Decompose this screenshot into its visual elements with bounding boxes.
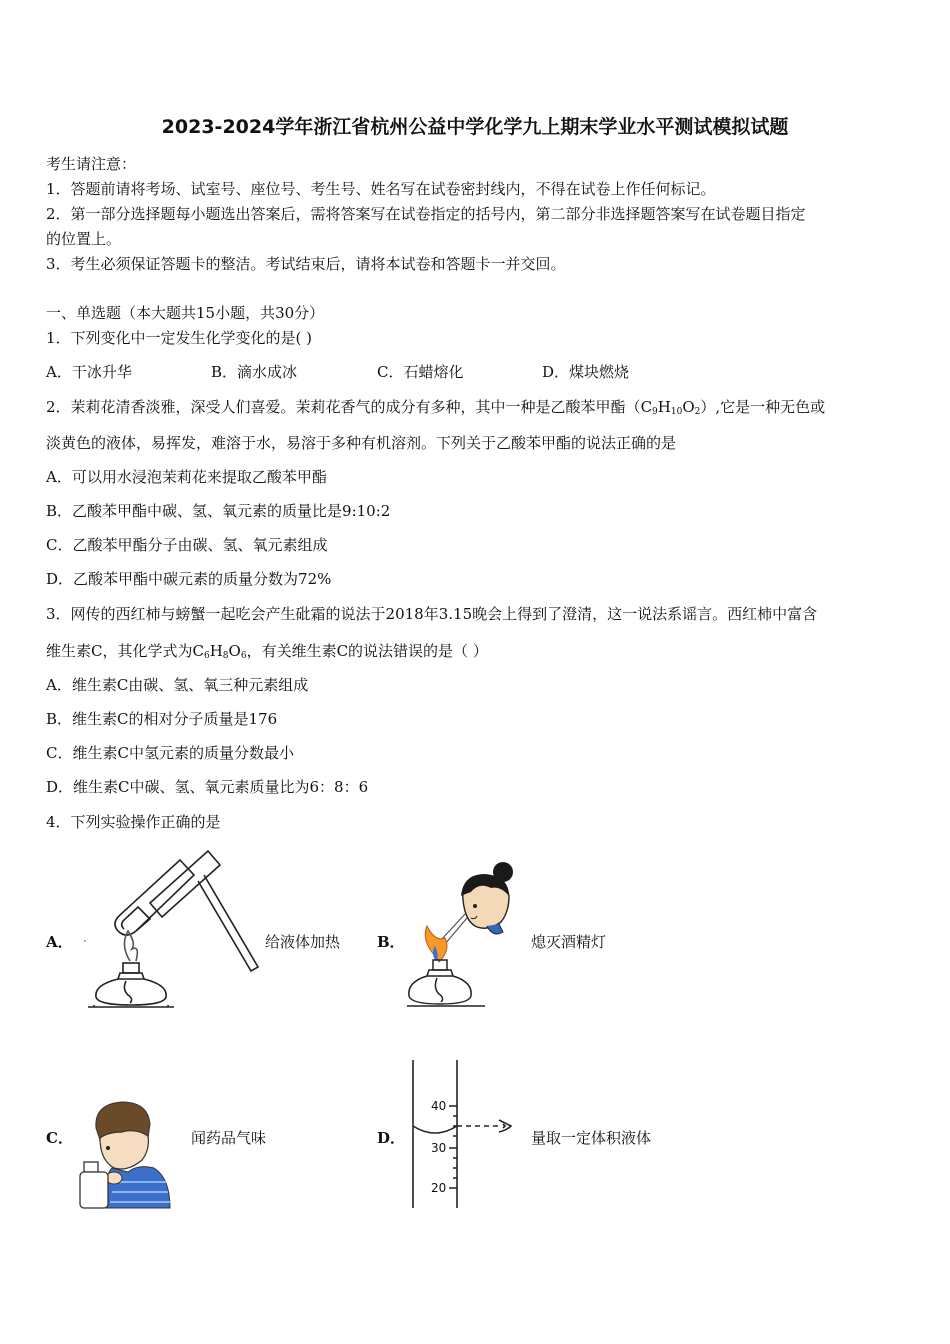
formula-c9h10o2: $C_9H_{10}O_2$ xyxy=(640,398,701,417)
cylinder-tick-label: 40 xyxy=(431,1099,447,1113)
extinguish-lamp-illustration xyxy=(405,852,530,1022)
notice-item: 2．第一部分选择题每小题选出答案后，需将答案写在试卷指定的括号内，第二部分非选择题答案写在试卷题目指定 xyxy=(46,205,806,223)
question-4-stem: 4．下列实验操作正确的是 xyxy=(46,813,221,831)
q4-option-d-letter: D． xyxy=(377,1129,406,1147)
cylinder-tick-label: 30 xyxy=(431,1141,447,1155)
cylinder-tick-label: 20 xyxy=(431,1181,447,1195)
q4-option-c-letter: C． xyxy=(46,1129,73,1147)
section-heading: 一、单选题（本大题共15小题，共30分） xyxy=(46,304,325,322)
formula-c6h8o6: $C_6H_8O_6$ xyxy=(192,642,247,661)
q2-option-d: D．乙酸苯甲酯中碳元素的质量分数为72% xyxy=(46,570,332,588)
question-2-stem-cont: 淡黄色的液体，易挥发，难溶于水，易溶于多种有机溶剂。下列关于乙酸苯甲酯的说法正确的是 xyxy=(46,434,677,452)
question-3-stem: 3．网传的西红柿与螃蟹一起吃会产生砒霜的说法于2018年3.15晚会上得到了澄清，这一说法系谣言。西红柿中富含 xyxy=(46,605,818,623)
q1-option-a: A．干冰升华 xyxy=(46,363,132,381)
q4-option-c-caption: 闻药品气味 xyxy=(191,1129,267,1147)
question-3-stem-cont: 维生素C，其化学式为$C_6H_8O_6$，有关维生素C的说法错误的是（ ） xyxy=(46,642,488,661)
notice-heading: 考生请注意： xyxy=(46,155,137,173)
notice-item: 1．答题前请将考场、试室号、座位号、考生号、姓名写在试卷密封线内，不得在试卷上作任何标记。 xyxy=(46,180,716,198)
q3-option-d: D．维生素C中碳、氢、氧元素质量比为6：8：6 xyxy=(46,778,369,796)
q4-option-d-caption: 量取一定体积液体 xyxy=(531,1129,652,1147)
notice-item: 的位置上。 xyxy=(46,230,122,248)
q4-option-a-letter: A． xyxy=(46,933,73,951)
heating-liquid-illustration xyxy=(80,845,265,1020)
q3-option-b: B．维生素C的相对分子质量是176 xyxy=(46,710,278,728)
q3-option-c: C．维生素C中氢元素的质量分数最小 xyxy=(46,744,294,762)
question-1-stem: 1．下列变化中一定发生化学变化的是( ) xyxy=(46,329,313,347)
question-2-stem: 2．茉莉花清香淡雅，深受人们喜爱。茉莉花香气的成分有多种，其中一种是乙酸苯甲酯$(C_9H_{10}O_2)$,它是一种无色或 xyxy=(46,398,826,417)
q1-option-c: C．石蜡熔化 xyxy=(377,363,464,381)
q4-option-b-letter: B． xyxy=(377,933,405,951)
page-title: 2023-2024学年浙江省杭州公益中学化学九上期末学业水平测试模拟试题 xyxy=(161,116,789,138)
notice-item: 3．考生必须保证答题卡的整洁。考试结束后，请将本试卷和答题卡一并交回。 xyxy=(46,255,566,273)
smell-chemical-illustration xyxy=(78,1098,173,1210)
q2-option-a: A．可以用水浸泡茉莉花来提取乙酸苯甲酯 xyxy=(46,468,327,486)
q1-option-b: B．滴水成冰 xyxy=(211,363,298,381)
q2-option-b: B．乙酸苯甲酯中碳、氢、氧元素的质量比是9:10:2 xyxy=(46,502,391,520)
measuring-cylinder-illustration xyxy=(405,1060,525,1210)
q3-option-a: A．维生素C由碳、氢、氧三种元素组成 xyxy=(46,676,309,694)
q4-option-a-caption: 给液体加热 xyxy=(265,933,341,951)
q1-option-d: D．煤块燃烧 xyxy=(542,363,630,381)
q2-option-c: C．乙酸苯甲酯分子由碳、氢、氧元素组成 xyxy=(46,536,328,554)
q4-option-b-caption: 熄灭酒精灯 xyxy=(531,933,607,951)
